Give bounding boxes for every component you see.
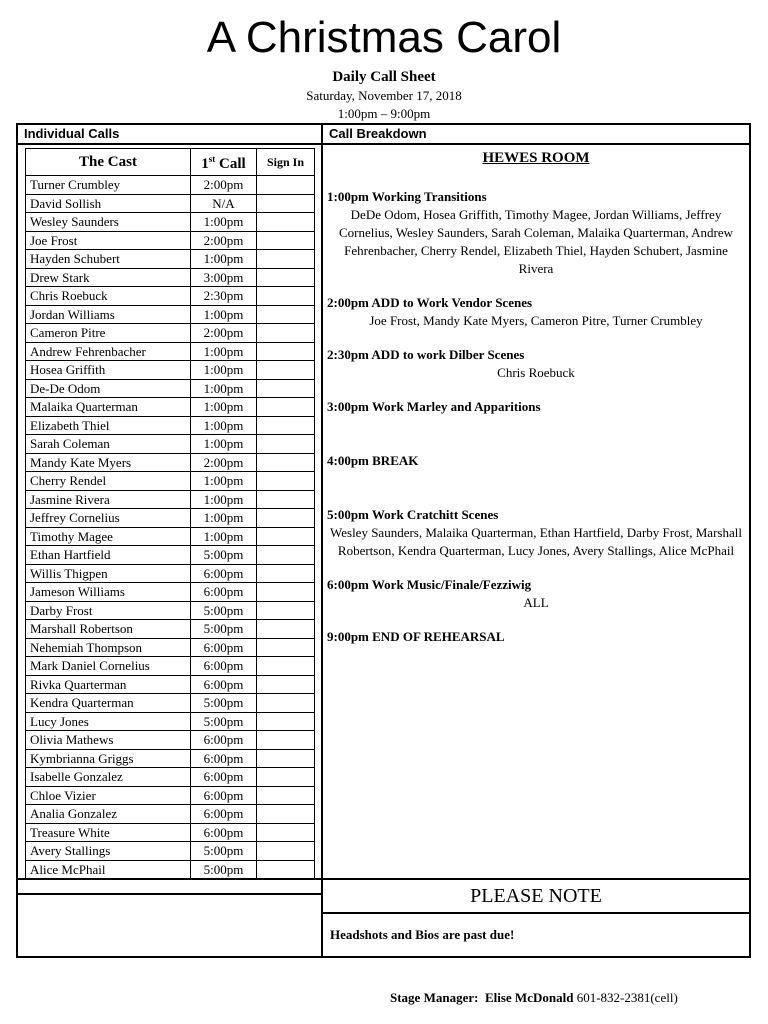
cast-table-row: [26, 268, 315, 287]
cast-name: Analia Gonzalez: [26, 805, 191, 824]
please-note-box: [321, 912, 751, 958]
first-call-time: 5:00pm: [191, 620, 257, 639]
cast-table-row: [26, 546, 315, 565]
cast-name: De-De Odom: [26, 379, 191, 398]
first-call-time: 6:00pm: [191, 657, 257, 676]
call-slot-names: DeDe Odom, Hosea Griffith, Timothy Magee, Jordan Williams, Jeffrey Cornelius, Wesley Saunders, Sarah Coleman, Malaika Quarterman, Andrew Fehrenbacher, Cherry Rendel, Elizabeth Thiel, Hayden Schubert, Jasmine Rivera: [338, 207, 734, 276]
sign-in-cell[interactable]: [257, 842, 315, 861]
cast-table-row: [26, 194, 315, 213]
cast-table-row: [26, 305, 315, 324]
cast-name: Wesley Saunders: [26, 213, 191, 232]
cast-name: Sarah Coleman: [26, 435, 191, 454]
cast-name: Malaika Quarterman: [26, 398, 191, 417]
first-call-time: 6:00pm: [191, 749, 257, 768]
sign-in-cell[interactable]: [257, 305, 315, 324]
sign-in-cell[interactable]: [257, 749, 315, 768]
first-call-time: 1:00pm: [191, 342, 257, 361]
cast-name: Elizabeth Thiel: [26, 416, 191, 435]
first-call-time: 2:30pm: [191, 287, 257, 306]
first-call-time: 5:00pm: [191, 546, 257, 565]
cast-table-row: [26, 416, 315, 435]
sign-in-cell[interactable]: [257, 712, 315, 731]
call-slot-heading: 2:30pm ADD to work Dilber Scenes: [327, 347, 525, 362]
sign-in-cell[interactable]: [257, 453, 315, 472]
cast-name: Avery Stallings: [26, 842, 191, 861]
room-name: HEWES ROOM: [482, 150, 590, 166]
sign-in-cell[interactable]: [257, 583, 315, 602]
call-slot-names: ALL: [523, 595, 549, 610]
cast-name: Lucy Jones: [26, 712, 191, 731]
first-call-time: 6:00pm: [191, 583, 257, 602]
sign-in-cell[interactable]: [257, 860, 315, 879]
cast-name: Jordan Williams: [26, 305, 191, 324]
first-call-time: 2:00pm: [191, 231, 257, 250]
call-slot: [325, 452, 747, 470]
cast-call-table: [25, 148, 315, 879]
sign-in-cell[interactable]: [257, 268, 315, 287]
please-note-text: Headshots and Bios are past due!: [330, 927, 515, 942]
cast-table-row: [26, 768, 315, 787]
sign-in-cell[interactable]: [257, 509, 315, 528]
cast-name: Joe Frost: [26, 231, 191, 250]
cast-name: Chloe Vizier: [26, 786, 191, 805]
call-slot: [325, 294, 747, 330]
call-slot-names: Chris Roebuck: [497, 365, 575, 380]
call-slot: [325, 506, 747, 560]
sign-in-cell[interactable]: [257, 638, 315, 657]
cast-table-row: [26, 361, 315, 380]
cast-table-body: [26, 176, 315, 879]
first-call-time: 6:00pm: [191, 638, 257, 657]
individual-calls-header: Individual Calls: [16, 123, 323, 145]
first-call-time: 6:00pm: [191, 786, 257, 805]
sign-in-cell[interactable]: [257, 194, 315, 213]
sign-in-cell[interactable]: [257, 342, 315, 361]
first-call-time: 1:00pm: [191, 527, 257, 546]
cast-table-row: [26, 712, 315, 731]
sign-in-cell[interactable]: [257, 435, 315, 454]
cast-table-row: [26, 601, 315, 620]
cast-table-row: [26, 398, 315, 417]
first-call-column-header: [191, 149, 257, 176]
cast-table-row: [26, 379, 315, 398]
sign-in-cell[interactable]: [257, 601, 315, 620]
first-call-time: 5:00pm: [191, 694, 257, 713]
first-call-time: 1:00pm: [191, 398, 257, 417]
call-time-range: 1:00pm – 9:00pm: [337, 106, 431, 121]
first-call-time: 1:00pm: [191, 472, 257, 491]
call-breakdown-content: [325, 148, 747, 646]
sign-in-cell[interactable]: [257, 250, 315, 269]
first-call-time: 6:00pm: [191, 823, 257, 842]
sign-in-cell[interactable]: [257, 490, 315, 509]
cast-name: Jasmine Rivera: [26, 490, 191, 509]
cast-name: Mandy Kate Myers: [26, 453, 191, 472]
cast-name: Kendra Quarterman: [26, 694, 191, 713]
cast-table-header-row: [26, 149, 315, 176]
call-slot-names: Wesley Saunders, Malaika Quarterman, Ethan Hartfield, Darby Frost, Marshall Robertson, Kendra Quarterman, Lucy Jones, Avery Stallings, Alice McPhail: [330, 525, 742, 558]
first-call-time: 1:00pm: [191, 305, 257, 324]
call-slot: [325, 346, 747, 382]
sign-in-cell[interactable]: [257, 213, 315, 232]
sign-in-cell[interactable]: [257, 176, 315, 195]
cast-name: Chris Roebuck: [26, 287, 191, 306]
first-call-time: 2:00pm: [191, 176, 257, 195]
sign-in-cell[interactable]: [257, 379, 315, 398]
please-note-heading: PLEASE NOTE: [470, 885, 602, 907]
call-slot-heading: 6:00pm Work Music/Finale/Fezziwig: [327, 577, 532, 592]
first-call-time: 6:00pm: [191, 564, 257, 583]
cast-table-row: [26, 527, 315, 546]
cast-name: Turner Crumbley: [26, 176, 191, 195]
cast-table-row: [26, 694, 315, 713]
cast-table-row: [26, 342, 315, 361]
call-slots: [325, 188, 747, 646]
cast-name: Rivka Quarterman: [26, 675, 191, 694]
cast-name: Isabelle Gonzalez: [26, 768, 191, 787]
sign-in-cell[interactable]: [257, 416, 315, 435]
first-call-superscript: st: [208, 154, 216, 164]
please-note-header-box: [321, 878, 751, 914]
cast-table-row: [26, 176, 315, 195]
cast-name: Willis Thigpen: [26, 564, 191, 583]
cast-table-row: [26, 805, 315, 824]
first-call-time: 1:00pm: [191, 416, 257, 435]
cast-name: Treasure White: [26, 823, 191, 842]
sign-in-cell[interactable]: [257, 361, 315, 380]
first-call-time: 5:00pm: [191, 842, 257, 861]
call-slot: [325, 628, 747, 646]
stage-manager-footer: [390, 989, 678, 1007]
cast-table-row: [26, 250, 315, 269]
cast-table-row: [26, 564, 315, 583]
first-call-time: 3:00pm: [191, 268, 257, 287]
call-slot-heading: 5:00pm Work Cratchitt Scenes: [327, 507, 499, 522]
cast-table-row: [26, 675, 315, 694]
first-call-time: 6:00pm: [191, 768, 257, 787]
cast-table-row: [26, 860, 315, 879]
sign-in-cell[interactable]: [257, 564, 315, 583]
cast-table-row: [26, 823, 315, 842]
cast-table-row: [26, 509, 315, 528]
first-call-time: 1:00pm: [191, 213, 257, 232]
call-slot-names: Joe Frost, Mandy Kate Myers, Cameron Pitre, Turner Crumbley: [369, 313, 703, 328]
document-title: A Christmas Carol: [206, 13, 562, 62]
cast-name: Hosea Griffith: [26, 361, 191, 380]
cast-name: Olivia Mathews: [26, 731, 191, 750]
first-call-time: 6:00pm: [191, 805, 257, 824]
call-slot-heading: 3:00pm Work Marley and Apparitions: [327, 399, 541, 414]
call-slot-heading: 9:00pm END OF REHEARSAL: [327, 629, 505, 644]
cast-table-row: [26, 324, 315, 343]
cast-table-row: [26, 490, 315, 509]
sign-in-cell[interactable]: [257, 786, 315, 805]
sign-in-cell[interactable]: [257, 805, 315, 824]
cast-name: Drew Stark: [26, 268, 191, 287]
sign-in-cell[interactable]: [257, 398, 315, 417]
cast-table-row: [26, 638, 315, 657]
cast-table-row: [26, 620, 315, 639]
sign-in-cell[interactable]: [257, 731, 315, 750]
sign-in-column-header: Sign In: [257, 149, 315, 176]
cast-name: Ethan Hartfield: [26, 546, 191, 565]
first-call-time: 5:00pm: [191, 712, 257, 731]
cast-table-row: [26, 472, 315, 491]
cast-table-row: [26, 213, 315, 232]
cast-table-row: [26, 453, 315, 472]
cast-table-row: [26, 657, 315, 676]
sign-in-cell[interactable]: [257, 823, 315, 842]
cast-table-row: [26, 231, 315, 250]
first-call-time: 5:00pm: [191, 860, 257, 879]
cast-name: Mark Daniel Cornelius: [26, 657, 191, 676]
cast-table-row: [26, 786, 315, 805]
first-call-time: 2:00pm: [191, 453, 257, 472]
cast-name: Marshall Robertson: [26, 620, 191, 639]
sign-in-cell[interactable]: [257, 287, 315, 306]
sign-in-cell[interactable]: [257, 527, 315, 546]
cast-table-row: [26, 731, 315, 750]
first-call-time: 6:00pm: [191, 675, 257, 694]
cast-table-row: [26, 287, 315, 306]
cast-table-row: [26, 842, 315, 861]
sign-in-cell[interactable]: [257, 546, 315, 565]
sign-in-cell[interactable]: [257, 620, 315, 639]
sign-in-cell[interactable]: [257, 675, 315, 694]
stage-manager-name: Elise McDonald: [484, 990, 574, 1005]
sign-in-cell[interactable]: [257, 231, 315, 250]
first-call-time: 1:00pm: [191, 250, 257, 269]
call-slot: [325, 398, 747, 416]
first-call-time: 1:00pm: [191, 361, 257, 380]
cast-name: Nehemiah Thompson: [26, 638, 191, 657]
first-call-time: 2:00pm: [191, 324, 257, 343]
cast-name: Hayden Schubert: [26, 250, 191, 269]
stage-manager-label: Stage Manager:: [390, 990, 479, 1005]
cast-name: David Sollish: [26, 194, 191, 213]
cast-table-row: [26, 583, 315, 602]
first-call-word: Call: [215, 156, 246, 172]
call-slot: [325, 188, 747, 278]
first-call-time: 1:00pm: [191, 509, 257, 528]
call-breakdown-header: Call Breakdown: [321, 123, 751, 145]
first-call-time: 1:00pm: [191, 435, 257, 454]
document-subtitle: Daily Call Sheet: [332, 69, 436, 85]
cast-table-row: [26, 435, 315, 454]
call-slot-heading: 4:00pm BREAK: [327, 453, 419, 468]
sign-in-cell[interactable]: [257, 694, 315, 713]
sign-in-cell[interactable]: [257, 768, 315, 787]
cast-table-row: [26, 749, 315, 768]
cast-name: Cherry Rendel: [26, 472, 191, 491]
call-slot-heading: 1:00pm Working Transitions: [327, 189, 487, 204]
cast-name: Timothy Magee: [26, 527, 191, 546]
first-call-time: 1:00pm: [191, 490, 257, 509]
cast-column-header: The Cast: [26, 149, 191, 176]
cast-name: Cameron Pitre: [26, 324, 191, 343]
notes-left-box: [16, 893, 323, 958]
sign-in-cell[interactable]: [257, 472, 315, 491]
cast-name: Kymbrianna Griggs: [26, 749, 191, 768]
sign-in-cell[interactable]: [257, 324, 315, 343]
stage-manager-phone: 601-832-2381(cell): [576, 990, 678, 1005]
cast-name: Darby Frost: [26, 601, 191, 620]
first-call-time: N/A: [191, 194, 257, 213]
call-date: Saturday, November 17, 2018: [306, 88, 462, 103]
cast-name: Andrew Fehrenbacher: [26, 342, 191, 361]
sign-in-cell[interactable]: [257, 657, 315, 676]
cast-name: Alice McPhail: [26, 860, 191, 879]
first-call-time: 5:00pm: [191, 601, 257, 620]
call-slot-heading: 2:00pm ADD to Work Vendor Scenes: [327, 295, 533, 310]
cast-name: Jameson Williams: [26, 583, 191, 602]
first-call-number: 1: [201, 156, 209, 172]
first-call-time: 1:00pm: [191, 379, 257, 398]
call-slot: [325, 576, 747, 612]
first-call-time: 6:00pm: [191, 731, 257, 750]
cast-name: Jeffrey Cornelius: [26, 509, 191, 528]
